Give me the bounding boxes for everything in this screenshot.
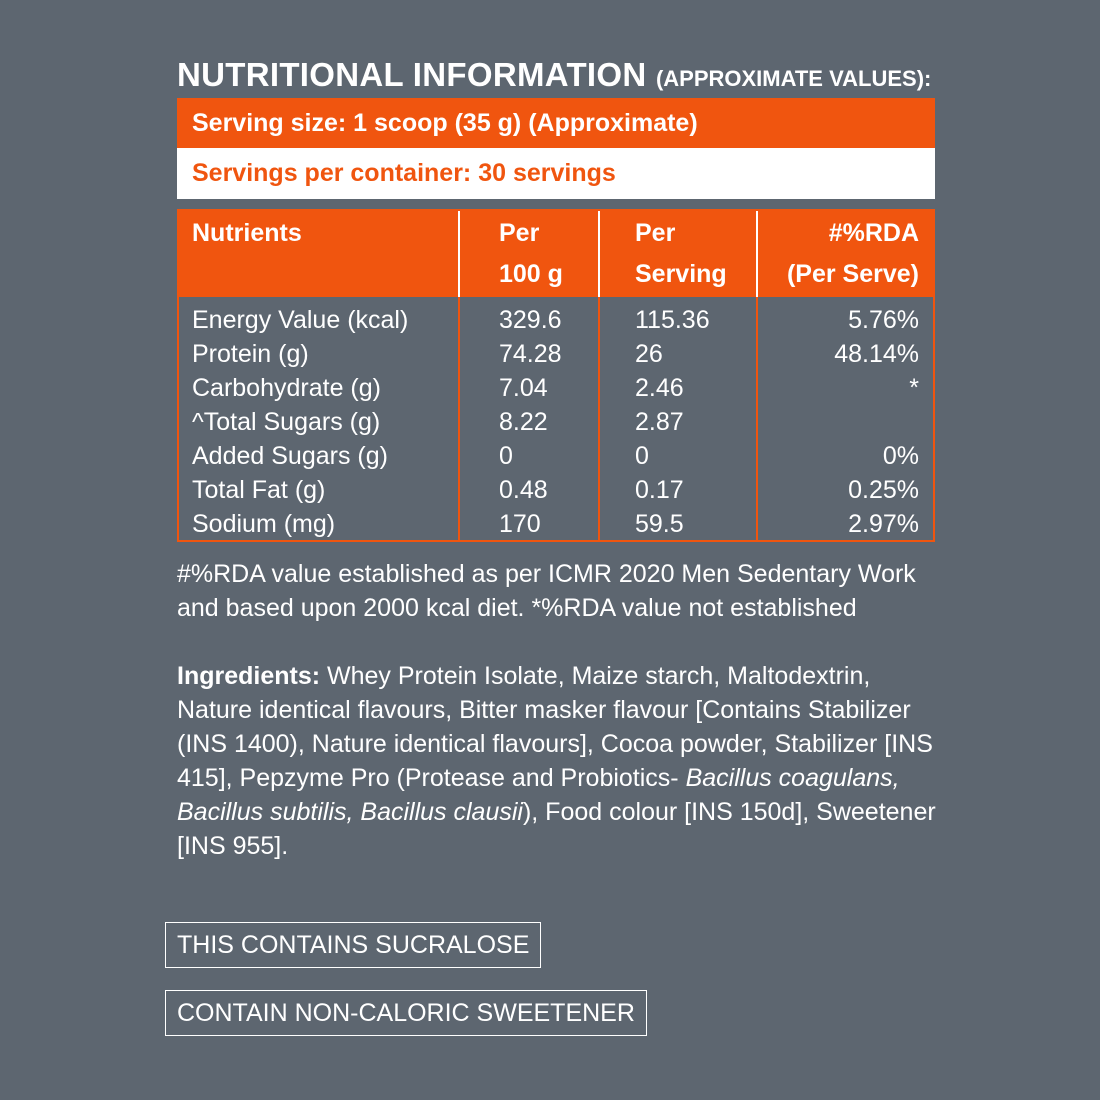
header-divider [598, 211, 600, 297]
header-per-serving: Per Serving [635, 219, 727, 288]
nutrient-name: Added Sugars (g) [192, 442, 388, 470]
ingredients-text-end: ), Food colour [INS 150d], Sweetener [INS 955]. [177, 798, 936, 860]
per-100g-value: 0.48 [499, 476, 548, 504]
header-divider [756, 211, 758, 297]
header-per-100g: Per 100 g [499, 219, 563, 288]
per-serving-value: 2.87 [635, 408, 684, 436]
rda-value: * [909, 374, 919, 402]
per-serving-value: 59.5 [635, 510, 684, 538]
sucralose-notice: THIS CONTAINS SUCRALOSE [165, 922, 541, 968]
table-row [179, 405, 933, 439]
page-title [177, 56, 931, 94]
non-caloric-sweetener-notice: CONTAIN NON-CALORIC SWEETENER [165, 990, 647, 1036]
ingredients-paragraph [177, 659, 942, 863]
per-serving-value: 26 [635, 340, 663, 368]
table-row [179, 507, 933, 541]
table-header [179, 211, 933, 297]
ingredients-probiotics: Bacillus coagulans, Bacillus subtilis, Bacillus clausii [177, 764, 900, 826]
ingredients-text: Whey Protein Isolate, Maize starch, Maltodextrin, Nature identical flavours, Bitter masker flavour [Contains Stabilizer (INS 1400), Nature identical flavours], Cocoa powder, Stabilizer [INS 415], Pepzyme Pro (Protease and Probiotics- [177, 662, 933, 792]
per-100g-value: 7.04 [499, 374, 548, 402]
per-serving-value: 115.36 [635, 306, 710, 334]
nutrient-name: Carbohydrate (g) [192, 374, 381, 402]
nutrition-table [177, 209, 935, 542]
nutrient-name: Total Fat (g) [192, 476, 326, 504]
servings-per-container-banner: Servings per container: 30 servings [177, 148, 935, 199]
per-100g-value: 170 [499, 510, 541, 538]
rda-value: 48.14% [834, 340, 919, 368]
nutrient-name: Protein (g) [192, 340, 309, 368]
nutrient-name: ^Total Sugars (g) [192, 408, 381, 436]
per-serving-value: 2.46 [635, 374, 684, 402]
serving-size-banner: Serving size: 1 scoop (35 g) (Approximate) [177, 98, 935, 148]
table-row [179, 303, 933, 337]
header-nutrients: Nutrients [192, 219, 302, 247]
per-100g-value: 74.28 [499, 340, 562, 368]
per-serving-value: 0.17 [635, 476, 684, 504]
table-row [179, 439, 933, 473]
per-100g-value: 8.22 [499, 408, 548, 436]
title-sub: (APPROXIMATE VALUES): [655, 66, 932, 91]
header-rda: #%RDA (Per Serve) [786, 219, 919, 288]
table-row [179, 473, 933, 507]
table-row [179, 337, 933, 371]
rda-value: 2.97% [848, 510, 919, 538]
nutrient-name: Sodium (mg) [192, 510, 336, 538]
ingredients-label: Ingredients: [177, 662, 321, 690]
nutrient-name: Energy Value (kcal) [192, 306, 409, 334]
rda-footnote: #%RDA value established as per ICMR 2020 Men Sedentary Work and based upon 2000 kcal diet. *%RDA value not established [177, 560, 916, 622]
rda-value: 0% [882, 442, 919, 470]
rda-value: 0.25% [848, 476, 919, 504]
per-serving-value: 0 [635, 442, 649, 470]
rda-value: 5.76% [848, 306, 919, 334]
header-divider [458, 211, 460, 297]
per-100g-value: 329.6 [499, 306, 562, 334]
table-row [179, 371, 933, 405]
per-100g-value: 0 [499, 442, 513, 470]
title-main: NUTRITIONAL INFORMATION [177, 56, 647, 93]
